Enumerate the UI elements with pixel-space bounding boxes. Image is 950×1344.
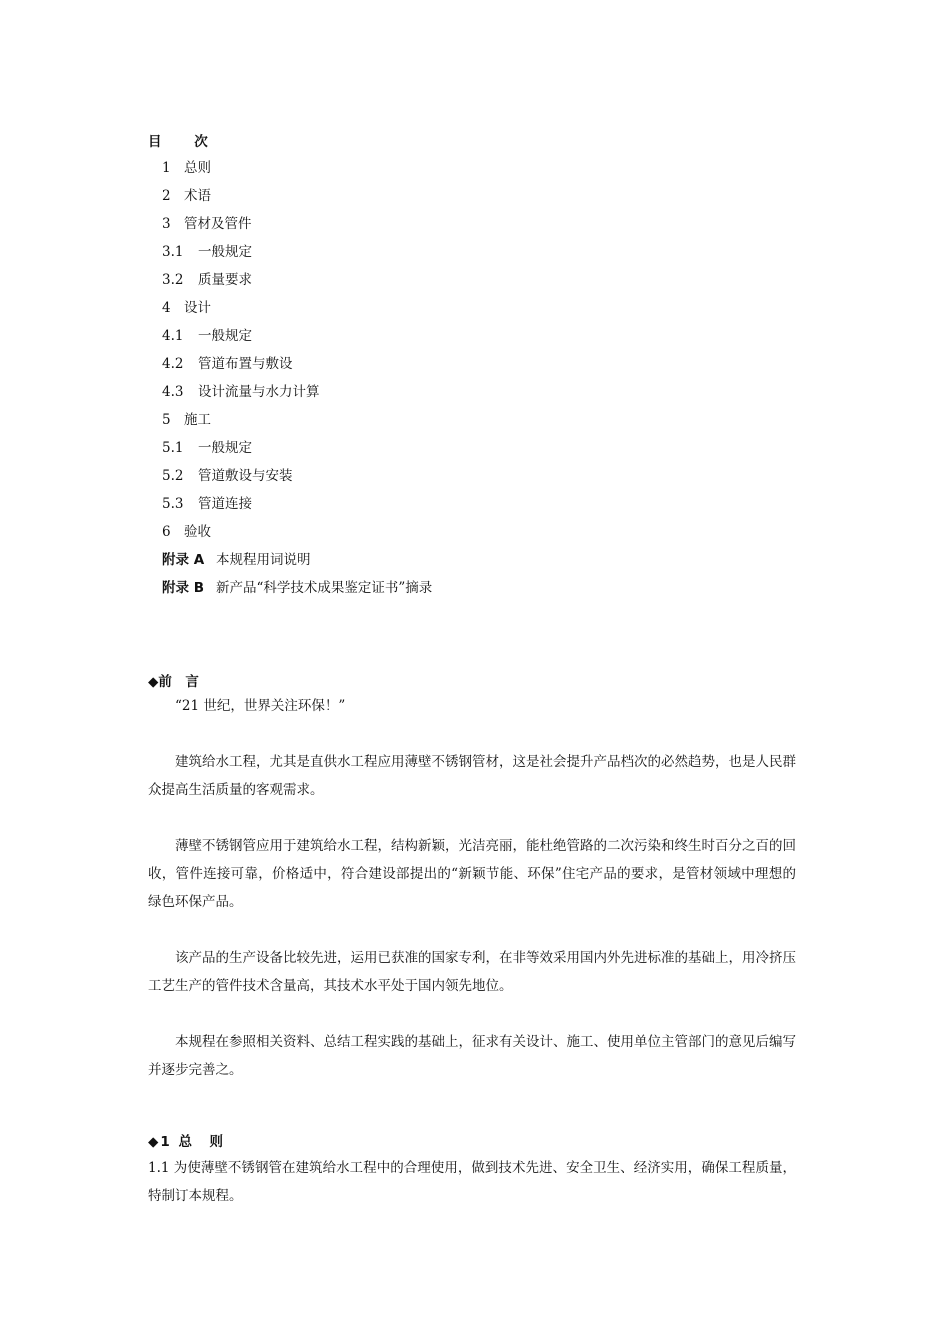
toc-item-number: 3.2 (162, 272, 184, 288)
toc-item-label: 一般规定 (198, 440, 252, 456)
table-of-contents (162, 158, 432, 606)
toc-item-number: 2 (162, 188, 171, 204)
toc-item-label: 管道布置与敷设 (198, 356, 293, 372)
general-heading: ◆1 总 则 (148, 1134, 225, 1150)
toc-item[interactable] (162, 158, 432, 186)
toc-item-number: 5 (162, 412, 171, 428)
general-clause: 1.1 为使薄壁不锈钢管在建筑给水工程中的合理使用，做到技术先进、安全卫生、经济实用，确保工程质量，特制订本规程。 (148, 1160, 796, 1204)
toc-item-number: 5.2 (162, 468, 184, 484)
toc-item-label: 管道敷设与安装 (198, 468, 293, 484)
toc-title: 目 次 (148, 134, 222, 150)
toc-item[interactable] (162, 466, 432, 494)
toc-item-number: 6 (162, 524, 171, 540)
toc-item[interactable] (162, 298, 432, 326)
preface-paragraph: 本规程在参照相关资料、总结工程实践的基础上，征求有关设计、施工、使用单位主管部门的意见后编写并逐步完善之。 (148, 1034, 796, 1078)
toc-item-number: 4 (162, 300, 171, 316)
toc-item[interactable] (162, 522, 432, 550)
toc-item-number: 1 (162, 160, 171, 176)
toc-item-label: 管道连接 (198, 496, 252, 512)
toc-item[interactable] (162, 438, 432, 466)
toc-item-number: 3.1 (162, 244, 184, 260)
toc-item[interactable] (162, 550, 432, 578)
preface-paragraph: 该产品的生产设备比较先进，运用已获准的国家专利，在非等效采用国内外先进标准的基础上，用冷挤压工艺生产的管件技术含量高，其技术水平处于国内领先地位。 (148, 950, 796, 994)
preface-heading: ◆前 言 (148, 674, 199, 690)
toc-item-number: 4.1 (162, 328, 184, 344)
toc-item-label: 一般规定 (198, 244, 252, 260)
preface-quote: “21 世纪，世界关注环保！” (175, 698, 346, 714)
toc-item-number: 5.3 (162, 496, 184, 512)
toc-item-label: 新产品“科学技术成果鉴定证书”摘录 (216, 580, 433, 596)
toc-item-label: 质量要求 (198, 272, 252, 288)
toc-item-label: 施工 (184, 412, 211, 428)
toc-item-label: 术语 (184, 188, 211, 204)
toc-item-label: 总则 (184, 160, 211, 176)
toc-item[interactable] (162, 578, 432, 606)
toc-item[interactable] (162, 186, 432, 214)
toc-item-label: 本规程用词说明 (216, 552, 311, 568)
toc-item-number: 4.3 (162, 384, 184, 400)
toc-item-label: 一般规定 (198, 328, 252, 344)
toc-item[interactable] (162, 242, 432, 270)
toc-item[interactable] (162, 270, 432, 298)
toc-item[interactable] (162, 410, 432, 438)
toc-item-label: 管材及管件 (184, 216, 252, 232)
toc-item-number: 4.2 (162, 356, 184, 372)
toc-item-number: 3 (162, 216, 171, 232)
toc-item-number: 附录 A (162, 552, 205, 568)
preface-paragraph: 建筑给水工程，尤其是直供水工程应用薄壁不锈钢管材，这是社会提升产品档次的必然趋势，也是人民群众提高生活质量的客观需求。 (148, 754, 796, 798)
toc-item-number: 5.1 (162, 440, 184, 456)
toc-item-number: 附录 B (162, 580, 204, 596)
toc-item-label: 设计 (184, 300, 211, 316)
toc-item[interactable] (162, 214, 432, 242)
toc-item[interactable] (162, 354, 432, 382)
toc-item[interactable] (162, 494, 432, 522)
toc-item[interactable] (162, 326, 432, 354)
toc-item-label: 验收 (184, 524, 211, 540)
toc-item-label: 设计流量与水力计算 (198, 384, 320, 400)
preface-paragraph: 薄壁不锈钢管应用于建筑给水工程，结构新颖，光洁亮丽，能杜绝管路的二次污染和终生时百分之百的回收，管件连接可靠，价格适中，符合建设部提出的“新颖节能、环保”住宅产品的要求，是管材领域中理想的绿色环保产品。 (148, 838, 796, 910)
toc-item[interactable] (162, 382, 432, 410)
